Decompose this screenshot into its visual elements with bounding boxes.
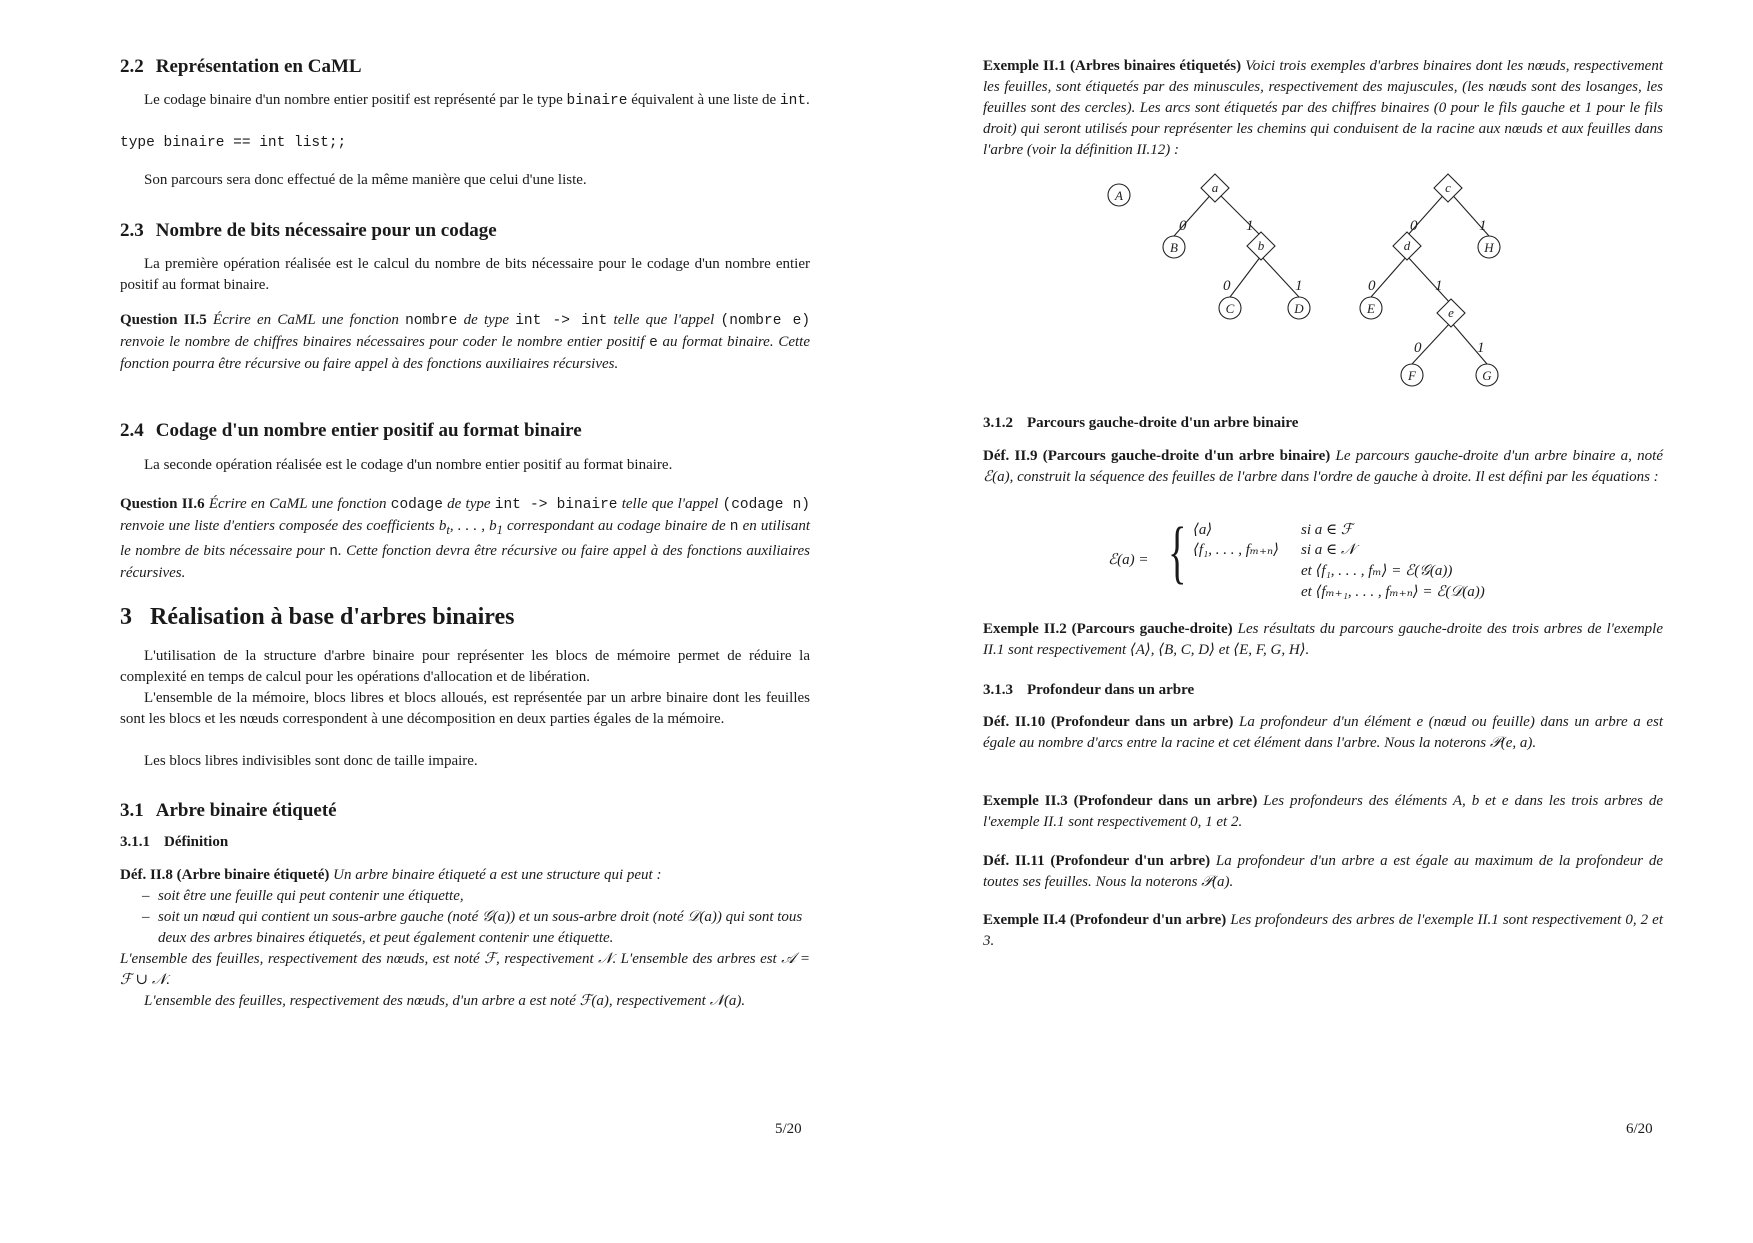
edge-label-1: 1 — [1479, 218, 1487, 234]
section-2-3-para: La première opération réalisée est le calcul du nombre de bits nécessaire pour le codage d'un nombre entier positif au format binaire. — [120, 256, 810, 293]
edge-label-0: 0 — [1410, 218, 1418, 234]
edge-label-1: 1 — [1435, 278, 1443, 294]
node-a-label: a — [1211, 180, 1219, 195]
definition-II-8-tree-sets: L'ensemble des feuilles, respectivement des nœuds, d'un arbre a est noté ℱ(a), respectivement 𝒩(a). — [144, 993, 746, 1009]
edge-label-0: 0 — [1368, 278, 1376, 294]
section-3-para-2: L'ensemble de la mémoire, blocs libres et blocs alloués, est représentée par un arbre binaire dont les feuilles sont les blocs et les nœuds correspondent à une décomposition en deux parties égales de la mémoire. — [120, 690, 810, 727]
list-item: – soit être une feuille qui peut contenir une étiquette, — [120, 886, 810, 907]
equation-row-4: et ⟨fₘ₊₁, . . . , fₘ₊ₙ⟩ = ℰ(𝒟(a)) — [1301, 584, 1485, 600]
leaf-H-label: H — [1484, 240, 1494, 255]
section-3-1-1-heading: 3.1.1 Définition — [120, 834, 229, 850]
leaf-A-label: A — [1115, 188, 1123, 203]
binary-trees-figure — [1103, 168, 1523, 408]
edge-label-0: 0 — [1414, 340, 1422, 356]
section-3-1-heading: 3.1 Arbre binaire étiqueté — [120, 800, 337, 821]
equation-row-2-condition: si a ∈ 𝒩 — [1301, 542, 1356, 558]
node-e-label: e — [1448, 305, 1454, 320]
equation-row-3: et ⟨f₁, . . . , fₘ⟩ = ℰ(𝒢(a)) — [1301, 563, 1453, 579]
definition-II-11: Déf. II.11 (Profondeur d'un arbre) La profondeur d'un arbre a est égale au maximum de la profondeur de toutes ses feuilles. Nous la noterons 𝒫(a). — [983, 853, 1663, 890]
tree-edges — [1174, 190, 1489, 364]
edge-label-1: 1 — [1295, 278, 1303, 294]
example-II-4: Exemple II.4 (Profondeur d'un arbre) Les profondeurs des arbres de l'exemple II.1 sont respectivement 0, 2 et 3. — [983, 912, 1663, 949]
section-3-1-3-heading: 3.1.3 Profondeur dans un arbre — [983, 682, 1195, 698]
section-2-3-heading: 2.3 Nombre de bits nécessaire pour un codage — [120, 220, 497, 241]
example-II-2: Exemple II.2 (Parcours gauche-droite) Les résultats du parcours gauche-droite des trois arbres de l'exemple II.1 sont respectivement ⟨A⟩, ⟨B, C, D⟩ et ⟨E, F, G, H⟩. — [983, 621, 1664, 658]
list-item: – soit un nœud qui contient un sous-arbre gauche (noté 𝒢(a)) et un sous-arbre droit (noté 𝒟(a)) qui sont tous deux des arbres binaires étiquetés, et peut également contenir une étiquette. — [120, 907, 810, 949]
leaf-B-label: B — [1170, 240, 1178, 255]
caml-type-declaration: type binaire == int list;; — [120, 135, 347, 151]
section-3-heading: 3 Réalisation à base d'arbres binaires — [120, 604, 515, 630]
leaf-E-label: E — [1367, 301, 1375, 316]
example-II-3: Exemple II.3 (Profondeur dans un arbre) Les profondeurs des éléments A, b et e dans les trois arbres de l'exemple II.1 sont respectivement 0, 1 et 2. — [983, 793, 1663, 830]
node-b-label: b — [1257, 238, 1265, 253]
leaf-D-label: D — [1294, 301, 1304, 316]
definition-II-8-sets: L'ensemble des feuilles, respectivement des nœuds, est noté ℱ, respectivement 𝒩. L'ensemble des arbres est 𝒜 = ℱ ∪ 𝒩. — [120, 951, 810, 988]
section-2-4-para: La seconde opération réalisée est le codage d'un nombre entier positif au format binaire. — [144, 457, 673, 473]
page-number-left: 5/20 — [775, 1121, 802, 1137]
definition-II-8: Déf. II.8 (Arbre binaire étiqueté) Un arbre binaire étiqueté a est une structure qui peut : – soit être une feuille qui peut contenir une étiquette, – soit un nœud qui contient un sous-arbre gauche (noté 𝒢(a)) et un sous-arbre droit (noté 𝒟(a)) qui sont tous deux des arbres binaires étiquetés, et peut également contenir une étiquette. L'ensemble des feuilles, respectivement des nœuds, est noté ℱ, respectivement 𝒩. L'ensemble des arbres est 𝒜 = ℱ ∪ 𝒩. L'ensemble des feuilles, respectivement des nœuds, d'un arbre a est noté ℱ(a), respectivement 𝒩(a). — [120, 865, 810, 1012]
edge-label-1: 1 — [1477, 340, 1485, 356]
section-2-2-heading: 2.2 Représentation en CaML — [120, 56, 362, 77]
edge-label-0: 0 — [1223, 278, 1231, 294]
edge-label-1: 1 — [1246, 218, 1254, 234]
equation-row-1-value: ⟨a⟩ — [1193, 522, 1213, 538]
section-3-para-3: Les blocs libres indivisibles sont donc de taille impaire. — [144, 753, 478, 769]
definition-II-9: Déf. II.9 (Parcours gauche-droite d'un arbre binaire) Le parcours gauche-droite d'un arbre binaire a, noté ℰ(a), construit la séquence des feuilles de l'arbre dans l'ordre de gauche à droite. Il est défini par les équations : — [983, 448, 1664, 485]
leaf-C-label: C — [1225, 301, 1235, 316]
definition-II-8-list — [120, 886, 810, 949]
question-II-6: Question II.6 Écrire en CaML une fonction codage de type int -> binaire telle que l'appel (codage n) renvoie une liste d'entiers composée des coefficients $b_t$, . . . , $b_1$ correspondant au codage binaire de n en utilisant le nombre de bits nécessaire pour n. Cette fonction devra être récursive ou faire appel à des fonctions auxiliaires récursives. — [120, 496, 811, 581]
node-c-label: c — [1445, 180, 1451, 195]
example-II-1: Exemple II.1 (Arbres binaires étiquetés) Voici trois exemples d'arbres binaires dont les nœuds, respectivement les feuilles, sont étiquetés par des minuscules, respectivement des majuscules, (les nœuds sont des losanges, les feuilles sont des cercles). Les arcs sont étiquetés par des chiffres binaires (0 pour le fils gauche et 1 pour le fils droit) qui seront utilisés pour représenter les chemins qui conduisent de la racine aux nœuds et aux feuilles dans l'arbre (voir la définition II.12) : — [983, 58, 1664, 158]
section-2-4-heading: 2.4 Codage d'un nombre entier positif au format binaire — [120, 420, 582, 441]
equation-row-2-value: ⟨f₁, . . . , fₘ₊ₙ⟩ — [1193, 542, 1279, 558]
leaf-F-label: F — [1408, 368, 1416, 383]
node-d-label: d — [1403, 238, 1411, 253]
equation-lhs: ℰ(a) = — [1108, 552, 1149, 568]
equation-row-1-condition: si a ∈ ℱ — [1301, 522, 1353, 538]
section-3-1-2-heading: 3.1.2 Parcours gauche-droite d'un arbre binaire — [983, 415, 1299, 431]
question-II-5: Question II.5 Écrire en CaML une fonction nombre de type int -> int telle que l'appel (nombre e) renvoie le nombre de chiffres binaires nécessaires pour coder le nombre entier positif e au format binaire. Cette fonction pourra être récursive ou faire appel à des fonctions auxiliaires récursives. — [120, 312, 811, 372]
section-2-2-para-2: Son parcours sera donc effectué de la même manière que celui d'une liste. — [144, 172, 587, 188]
equation-brace: { — [1168, 514, 1187, 591]
section-3-para-1: L'utilisation de la structure d'arbre binaire pour représenter les blocs de mémoire permet de réduire la complexité en temps de calcul pour les opérations d'allocation et de libération. — [120, 648, 810, 685]
edge-label-0: 0 — [1179, 218, 1187, 234]
section-2-2-para: Le codage binaire d'un nombre entier positif est représenté par le type binaire équivalent à une liste de int. — [144, 92, 810, 109]
leaf-G-label: G — [1482, 368, 1492, 383]
page-number-right: 6/20 — [1626, 1121, 1653, 1137]
definition-II-10: Déf. II.10 (Profondeur dans un arbre) La profondeur d'un élément e (nœud ou feuille) dans un arbre a est égale au nombre d'arcs entre la racine et cet élément dans l'arbre. Nous la noterons 𝒫(e, a). — [983, 714, 1663, 751]
